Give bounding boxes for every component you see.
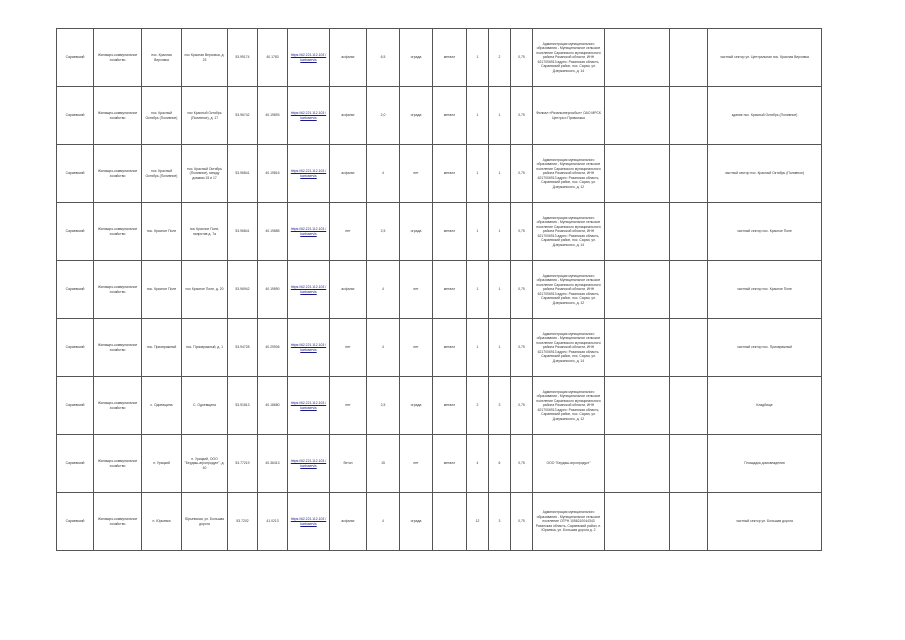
cell-purpose: Жилищно-коммунальное хозяйство (94, 87, 142, 145)
cell-vol: 0,75 (511, 203, 533, 261)
cell-surface: нет (330, 203, 367, 261)
cell-sources: частный сектор пос. Красное Поле (708, 261, 822, 319)
cell-c2: 1 (489, 261, 511, 319)
cell-lat: 53.94728 (228, 319, 258, 377)
cell-extra2 (670, 29, 708, 87)
cell-area: 2,5 (367, 203, 400, 261)
cell-fence: нет (400, 435, 433, 493)
cell-vol: 0,75 (511, 319, 533, 377)
cell-extra (605, 261, 670, 319)
cell-address: пос. Приовражный, д. 1 (182, 319, 228, 377)
cell-purpose: Жилищно-коммунальное хозяйство (94, 319, 142, 377)
cell-settlement: с. Одоевщина (142, 377, 182, 435)
table-row (57, 493, 822, 551)
cell-address: пос Красное Поле, д. 20 (182, 261, 228, 319)
cell-lon: 40.19885 (258, 203, 288, 261)
map-link[interactable]: https://62.221.112.103 / kartoservis (290, 53, 327, 62)
cell-lon: 40.18680 (258, 377, 288, 435)
cell-extra2 (670, 203, 708, 261)
cell-type: металл (433, 145, 467, 203)
cell-lon: 40.1783 (258, 29, 288, 87)
cell-district: Сараевский (57, 145, 94, 203)
map-link[interactable]: https://62.221.112.103 / kartoservis (290, 169, 327, 178)
cell-fence: ограда (400, 377, 433, 435)
cell-sources: частный сектор ул. Большая дорога (708, 493, 822, 551)
cell-surface: асфальт (330, 493, 367, 551)
cell-owner: Администрация муниципального образования - Муниципальное сельское поселение Сараевского муниципального района Рязанской области, ИНН 6217006913 адрес: Рязанская область, Сараевский район, пос. Сараи, ул. Дзержинского, д. 14 (533, 319, 605, 377)
table-row (57, 261, 822, 319)
cell-sources: частный сектор ул. Центральная пос. Красная Верховка (708, 29, 822, 87)
cell-c2: 1 (489, 145, 511, 203)
cell-link (288, 145, 330, 203)
cell-owner: Администрация муниципального образования - Муниципальное сельское поселение Сараевского муниципального района Рязанской области, ИНН 6217006913 адрес: Рязанская область, Сараевский район, пос. Сараи, ул. Дзержинского, д. 12 (533, 261, 605, 319)
cell-sources: частный сектор пос. Красный Октябрь (Поливное) (708, 145, 822, 203)
cell-settlement: п. Юрьевка (142, 493, 182, 551)
cell-settlement: пос. Красное Поле (142, 261, 182, 319)
cell-purpose: Жилищно-коммунальное хозяйство (94, 29, 142, 87)
cell-settlement: пос. Красная Верховка (142, 29, 182, 87)
cell-vol: 0,75 (511, 29, 533, 87)
cell-area: 4 (367, 261, 400, 319)
map-link[interactable]: https://62.221.112.103 / kartoservis (290, 111, 327, 120)
cell-vol: 0,75 (511, 377, 533, 435)
cell-extra (605, 145, 670, 203)
cell-purpose: Жилищно-коммунальное хозяйство (94, 145, 142, 203)
cell-type (433, 493, 467, 551)
cell-lat: 53.96841 (228, 145, 258, 203)
table-row (57, 29, 822, 87)
cell-link (288, 203, 330, 261)
cell-area: 2,0 (367, 87, 400, 145)
cell-type: металл (433, 29, 467, 87)
cell-address: пос. Красный Октябрь (Поливное), между домами 15 и 17 (182, 145, 228, 203)
cell-fence: ограда (400, 203, 433, 261)
cell-purpose: Жилищно-коммунальное хозяйство (94, 435, 142, 493)
map-link[interactable]: https://62.221.112.103 / kartoservis (290, 285, 327, 294)
cell-address: пос Красный Октябрь (Поливное), д. 17 (182, 87, 228, 145)
cell-district: Сараевский (57, 319, 94, 377)
cell-purpose: Жилищно-коммунальное хозяйство (94, 377, 142, 435)
cell-district: Сараевский (57, 203, 94, 261)
cell-address: п. Урицкий, ООО "Бердяш-агропродукт", д. 40 (182, 435, 228, 493)
cell-c1: 1 (467, 145, 489, 203)
cell-extra2 (670, 319, 708, 377)
table-row (57, 435, 822, 493)
cell-district: Сараевский (57, 377, 94, 435)
cell-surface: асфальт (330, 87, 367, 145)
cell-lat: 53.91813 (228, 377, 258, 435)
cell-owner: Администрация муниципального образования - Муниципальное сельское поселение Сараевского муниципального района Рязанской области, ИНН 6217006913 адрес: Рязанская область, Сараевский район, пос. Сараи, ул. Дзержинского, д. 12 (533, 377, 605, 435)
cell-extra (605, 87, 670, 145)
cell-extra2 (670, 145, 708, 203)
cell-purpose: Жилищно-коммунальное хозяйство (94, 493, 142, 551)
map-link[interactable]: https://62.221.112.103 / kartoservis (290, 401, 327, 410)
cell-district: Сараевский (57, 29, 94, 87)
cell-type: металл (433, 435, 467, 493)
cell-lon: 40.19890 (258, 261, 288, 319)
cell-district: Сараевский (57, 261, 94, 319)
cell-lon: 40.19893 (258, 87, 288, 145)
cell-area: 4 (367, 493, 400, 551)
table-row (57, 87, 822, 145)
cell-surface: асфальт (330, 145, 367, 203)
cell-link (288, 435, 330, 493)
cell-extra (605, 377, 670, 435)
cell-sources: здание пос. Красный Октябрь (Поливное) (708, 87, 822, 145)
cell-link (288, 377, 330, 435)
cell-surface: бетон (330, 435, 367, 493)
cell-type: металл (433, 261, 467, 319)
cell-extra (605, 203, 670, 261)
map-link[interactable]: https://62.221.112.103 / kartoservis (290, 459, 327, 468)
cell-vol: 0,75 (511, 261, 533, 319)
cell-settlement: пос. Красное Поле (142, 203, 182, 261)
cell-c2: 1 (489, 87, 511, 145)
cell-settlement: пос. Красный Октябрь (Поливное) (142, 87, 182, 145)
cell-fence: ограда (400, 493, 433, 551)
cell-type: металл (433, 319, 467, 377)
cell-vol: 0,75 (511, 87, 533, 145)
table-row (57, 145, 822, 203)
cell-surface: асфальт (330, 261, 367, 319)
map-link[interactable]: https://62.221.112.103 / kartoservis (290, 517, 327, 526)
map-link[interactable]: https://62.221.112.103 / kartoservis (290, 227, 327, 236)
cell-extra2 (670, 87, 708, 145)
cell-area: 4 (367, 319, 400, 377)
cell-extra (605, 493, 670, 551)
cell-c1: 2 (467, 377, 489, 435)
cell-sources: частный сектор пос. Красное Поле (708, 203, 822, 261)
cell-owner: Администрация муниципального образования - Муниципальное сельское поселение Сараевского муниципального района Рязанской области, ИНН 6217006913 адрес: Рязанская область, Сараевский район, пос. Сараи, ул. Дзержинского, д. 14 (533, 203, 605, 261)
table-row (57, 377, 822, 435)
cell-surface: нет (330, 377, 367, 435)
cell-area: 6,5 (367, 29, 400, 87)
cell-link (288, 261, 330, 319)
cell-lat: 53.96841 (228, 203, 258, 261)
cell-settlement: п. Урицкий (142, 435, 182, 493)
cell-sources: Площадка домовладения (708, 435, 822, 493)
cell-link (288, 29, 330, 87)
cell-lon: 40.29906 (258, 319, 288, 377)
cell-lat: 53.77219 (228, 435, 258, 493)
cell-lat: 53.96742 (228, 87, 258, 145)
cell-sources: Кладбище (708, 377, 822, 435)
cell-district: Сараевский (57, 493, 94, 551)
cell-c2: 3 (489, 493, 511, 551)
table-row (57, 203, 822, 261)
cell-fence: нет (400, 319, 433, 377)
cell-c1: 1 (467, 261, 489, 319)
cell-lon: 40.36413 (258, 435, 288, 493)
cell-type: металл (433, 87, 467, 145)
map-link[interactable]: https://62.221.112.103 / kartoservis (290, 343, 327, 352)
cell-settlement: пос. Красный Октябрь (Поливное) (142, 145, 182, 203)
cell-vol: 0,75 (511, 493, 533, 551)
cell-extra2 (670, 493, 708, 551)
cell-type: металл (433, 377, 467, 435)
cell-area: 15 (367, 435, 400, 493)
cell-vol: 0,75 (511, 435, 533, 493)
cell-vol: 0,75 (511, 145, 533, 203)
cell-c1: 12 (467, 493, 489, 551)
cell-settlement: пос. Приовражный (142, 319, 182, 377)
cell-area: 2,5 (367, 377, 400, 435)
cell-owner: Филиал «Рязаньэнергосбыт» ОАО МРСК Центра и Приволжья (533, 87, 605, 145)
table-row (57, 319, 822, 377)
cell-link (288, 493, 330, 551)
cell-extra2 (670, 377, 708, 435)
cell-fence: ограда (400, 87, 433, 145)
cell-c2: 3 (489, 377, 511, 435)
cell-district: Сараевский (57, 435, 94, 493)
cell-lat: 53.96942 (228, 261, 258, 319)
cell-owner: Администрация муниципального образования - Муниципальное сельское поселение Сараевского муниципального района Рязанской области, ИНН 6217006913 адрес: Рязанская область, Сараевский район, пос. Сараи, ул. Дзержинского, д. 12 (533, 145, 605, 203)
cell-purpose: Жилищно-коммунальное хозяйство (94, 203, 142, 261)
cell-c2: 1 (489, 319, 511, 377)
cell-address: пос Красная Верховка, д. 23 (182, 29, 228, 87)
cell-lon: 40.19816 (258, 145, 288, 203)
cell-owner: ООО "Бердяш-агропродукт" (533, 435, 605, 493)
cell-extra (605, 435, 670, 493)
cell-extra (605, 319, 670, 377)
cell-lon: 41.0213 (258, 493, 288, 551)
cell-fence: нет (400, 145, 433, 203)
cell-link (288, 319, 330, 377)
cell-c2: 2 (489, 29, 511, 87)
cell-link (288, 87, 330, 145)
cell-c1: 1 (467, 87, 489, 145)
cell-c1: 1 (467, 29, 489, 87)
waste-site-register-table (56, 28, 822, 551)
cell-sources: частный сектор пос. Приовражный (708, 319, 822, 377)
cell-surface: нет (330, 319, 367, 377)
cell-address: С. Одоевщина (182, 377, 228, 435)
cell-c1: 1 (467, 203, 489, 261)
cell-type: металл (433, 203, 467, 261)
cell-c2: 1 (489, 203, 511, 261)
cell-fence: ограда (400, 29, 433, 87)
cell-extra (605, 29, 670, 87)
cell-purpose: Жилищно-коммунальное хозяйство (94, 261, 142, 319)
cell-address: пос Красное Поле, напротив д. 7а (182, 203, 228, 261)
cell-lat: 53.99174 (228, 29, 258, 87)
cell-owner: Администрация муниципального образования - Муниципальное сельское поселение Сараевского муниципального района Рязанской области, ИНН 6217006913 адрес: Рязанская область, Сараевский район, пос. Сараи, ул. Дзержинского, д. 14 (533, 29, 605, 87)
cell-area: 4 (367, 145, 400, 203)
cell-c1: 1 (467, 319, 489, 377)
cell-lat: 53.7202 (228, 493, 258, 551)
cell-owner: Администрация муниципального образования - Муниципальное сельское поселение ОГРН 1056210044343 Рязанская область, Сараевский район, п. Юрьевка, ул. Большая дорога д. 2 (533, 493, 605, 551)
cell-address: Юрьевская, ул. Большая дорога (182, 493, 228, 551)
cell-district: Сараевский (57, 87, 94, 145)
cell-extra2 (670, 435, 708, 493)
cell-fence: нет (400, 261, 433, 319)
cell-c2: 6 (489, 435, 511, 493)
cell-surface: асфальт (330, 29, 367, 87)
cell-extra2 (670, 261, 708, 319)
cell-c1: 4 (467, 435, 489, 493)
